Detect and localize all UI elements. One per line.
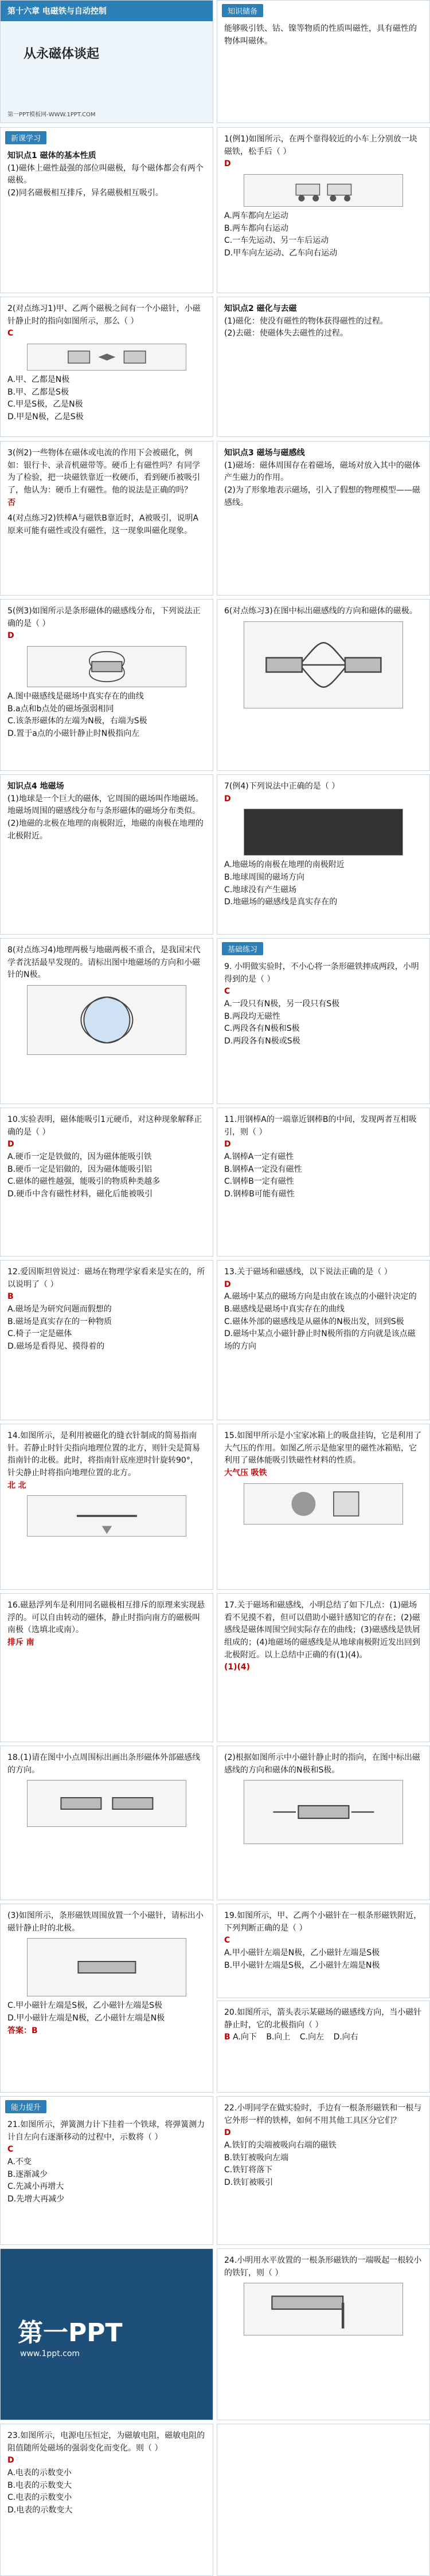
q19-option-a: A.甲小磁针左端是N极，乙小磁针左端是S极 — [224, 1948, 380, 1958]
q5-option-d: D.置于a点的小磁针静止时N极指向左 — [7, 729, 140, 739]
q4-stem: 4(对点练习2)铁棒A与磁铁B靠近时，A被吸引，说明A原来可能有磁性或没有磁性，这一现象叫磁化现象。 — [7, 514, 199, 536]
q9-option-d: D.两段各有N极或S极 — [224, 1037, 300, 1046]
q21-option-a: A.不变 — [7, 2157, 32, 2167]
q13-option-b: B.磁感线是磁场中真实存在的曲线 — [224, 1305, 345, 1314]
q18-stem: 18.(1)请在图中小点周围标出画出条形磁体外部磁感线的方向。 — [7, 1753, 201, 1775]
q21-option-c: C.先减小再增大 — [7, 2182, 64, 2192]
q2-figure — [27, 344, 187, 371]
cover-slide — [0, 0, 213, 123]
q20-option-c: C.向左 — [299, 2033, 325, 2042]
kp4-slide — [0, 774, 213, 935]
q16-slide — [0, 1593, 213, 1742]
kp1-p1: (1)磁体上磁性最强的部位叫磁极，每个磁体都会有两个磁极。 — [7, 163, 204, 186]
kp4-heading: 知识点4 地磁场 — [7, 782, 64, 791]
q18b-figure — [244, 1780, 404, 1844]
q22-option-b: B.铁钉被吸向左端 — [224, 2153, 289, 2163]
q13-answer: D — [224, 1279, 231, 1289]
kp3-slide — [217, 441, 430, 596]
kp3-heading: 知识点3 磁场与磁感线 — [224, 448, 305, 458]
kp2-slide — [217, 297, 430, 437]
q11-stem: 11.用钢棒A的一端靠近钢棒B的中间，发现两者互相吸引，则（ ） — [224, 1115, 417, 1137]
q10-option-b: B.硬币一定是铝做的，因为磁体能吸引铝 — [7, 1164, 153, 1174]
q1-figure — [244, 174, 404, 207]
q7-figure — [244, 809, 404, 856]
q2-option-d: D.甲是N极，乙是S极 — [7, 412, 84, 422]
q13-stem: 13.关于磁场和磁感线，以下说法正确的是（ ） — [224, 1267, 392, 1277]
kp1-heading: 知识点1 磁体的基本性质 — [7, 151, 96, 160]
q2-answer: C — [7, 329, 14, 338]
q16-blank1: 排斥 — [7, 1638, 24, 1648]
q8-slide — [0, 938, 213, 1104]
q2-option-b: B.甲、乙都是S极 — [7, 387, 69, 397]
q1-stem: 1(例1)如图所示，在两个靠得较近的小车上分别放一块磁铁，松手后（ ） — [224, 135, 417, 156]
q15-stem: 15.如图甲所示是小宝家冰箱上的吸盘挂钩，它是利用了大气压的作用。如图乙所示是他家里的磁性冰箱贴，它利用了磁体能吸引铁磁性材料的性质。 — [224, 1431, 422, 1466]
kp3-p1: (1)磁场：磁体周围存在着磁场，磁场对放入其中的磁体产生磁力的作用。 — [224, 460, 420, 483]
kp2-p2: (2)去磁：使磁体失去磁性的过程。 — [224, 329, 348, 338]
kp2-p1: (1)磁化：使没有磁性的物体获得磁性的过程。 — [224, 316, 388, 326]
q12-option-b: B.磁场是真实存在的一种物质 — [7, 1317, 112, 1326]
q20-answer: B — [224, 2033, 230, 2042]
q8-figure — [27, 985, 187, 1055]
q22-option-c: C.铁钉将落下 — [224, 2165, 273, 2175]
kp2-heading: 知识点2 磁化与去磁 — [224, 304, 297, 313]
q13-option-a: A.磁场中某点的磁场方向是由放在该点的小磁针决定的 — [224, 1292, 417, 1302]
q11-answer: D — [224, 1140, 231, 1149]
q17-stem: 17.关于磁场和磁感线，小明总结了如下几点：(1)磁场看不见摸不着，但可以借助小磁针感知它的存在；(2)磁感线是磁体周围空间实际存在的曲线；(3)磁感线是铁屑组成的；(4)地磁场的磁感线是从地球南极附近发出回到北极附近。以上总结中正确的有(1)(4)。 — [224, 1601, 420, 1660]
q13-slide — [217, 1260, 430, 1420]
q14-blank2: 北 — [18, 1480, 26, 1490]
q23-option-a: A.电表的示数变小 — [7, 2468, 72, 2478]
q18b-slide — [217, 1746, 430, 1900]
q2-option-a: A.甲、乙都是N极 — [7, 375, 70, 385]
q8-stem: 8(对点练习4)地理两极与地磁两极不重合，是我国宋代学者沈括最早发现的。请标出图中地磁场的方向和小磁针的N极。 — [7, 946, 201, 980]
q5-figure — [27, 646, 187, 687]
q21-stem: 21.如图所示，弹簧测力计下挂着一个铁球，将弹簧测力计自左向右逐渐移动的过程中，示数将（ ） — [7, 2120, 205, 2142]
q12-answer: B — [7, 1292, 14, 1302]
kp1-p2: (2)同名磁极相互排斥，异名磁极相互吸引。 — [7, 188, 163, 198]
q22-answer: D — [224, 2128, 231, 2138]
q7-answer: D — [224, 794, 231, 803]
q18c-slide — [0, 1904, 213, 2093]
q11-option-b: B.钢棒A一定没有磁性 — [224, 1164, 302, 1174]
q7-option-c: C.地球没有产生磁场 — [224, 885, 297, 895]
q5-option-a: A.图中磁感线是磁场中真实存在的曲线 — [7, 692, 144, 702]
knowledge-tag: 知识储备 — [222, 4, 263, 17]
q18c-figure — [27, 1938, 187, 1996]
q20left-option-d: D.甲小磁针左端是N极，乙小磁针左端是N极 — [7, 2014, 165, 2023]
q1-option-a: A.两车都向左运动 — [224, 211, 288, 221]
q11-slide — [217, 1108, 430, 1257]
q3-stem: 3(例2)一些物体在磁体或电流的作用下会被磁化，例如：银行卡、录音机磁带等。硬币上有磁性吗？有同学为了检验，把一块磁铁靠近一枚硬币，看到硬币被吸引了，他认为：硬币上有磁性。他的说法是正确的吗？ — [7, 448, 200, 495]
q24-slide — [217, 2248, 430, 2420]
q22-stem: 22.小明同学在做实验时，手边有一根条形磁铁和一根与它外形一样的铁棒，如何不用其他工具区分它们？ — [224, 2104, 422, 2125]
q5-answer: D — [7, 631, 14, 641]
q1-slide — [217, 127, 430, 293]
q20-stem: 20.如图所示，箭头表示某磁场的磁感线方向，当小磁针静止时，它的北极指向（ ） — [224, 2008, 422, 2030]
q23-stem: 23.如图所示，电源电压恒定，为磁敏电阻，磁敏电阻的阻值随所处磁场的强弱变化而变化。则（ ） — [7, 2431, 205, 2453]
q20-option-b: B.向上 — [266, 2033, 291, 2042]
q18c-stem: (3)如图所示，条形磁铁周围放置一个小磁针，请标出小磁针静止时的北极。 — [7, 1911, 204, 1933]
q1-answer: D — [224, 159, 231, 169]
q19-option-b: B.甲小磁针左端是S极，乙小磁针左端是N极 — [224, 1960, 380, 1970]
q23-option-c: C.电表的示数变小 — [7, 2493, 72, 2503]
q23-option-b: B.电表的示数变大 — [7, 2480, 72, 2490]
q18-figure — [27, 1780, 187, 1827]
q14-stem: 14.如图所示，是利用被磁化的缝衣针制成的简易指南针。若静止时针尖指向地理位置的北方，则针尖是简易指南针的北极。此时，将指南针底座逆时针旋转90°，针尖静止时将指向地理位置的北方。 — [7, 1431, 200, 1478]
q3-answer: 否 — [7, 498, 15, 507]
q23-slide — [0, 2424, 213, 2576]
q6-figure — [244, 621, 404, 708]
q6-slide — [217, 599, 430, 771]
basic-slide — [217, 938, 430, 1104]
q9-option-c: C.两段各有N极和S极 — [224, 1024, 300, 1034]
q14-slide — [0, 1424, 213, 1590]
new-study-tag: 新课学习 — [5, 131, 46, 144]
kp4-p2: (2)地磁的北极在地理的南极附近，地磁的南极在地理的北极附近。 — [7, 819, 204, 841]
kp3-p2: (2)为了形象地表示磁场，引入了假想的物理模型——磁感线。 — [224, 486, 420, 507]
blank-slide — [217, 2424, 430, 2576]
improve-tag: 能力提升 — [5, 2100, 46, 2113]
q14-blank1: 北 — [7, 1480, 15, 1490]
knowledge-slide — [217, 0, 430, 123]
improve-slide — [0, 2096, 213, 2245]
q1-option-d: D.甲车向左运动、乙车向右运动 — [224, 249, 338, 258]
q21-option-b: B.逐渐减少 — [7, 2169, 48, 2179]
brand-banner — [1, 2249, 213, 2420]
q15-figure — [244, 1483, 404, 1525]
q2-stem: 2(对点练习1)甲、乙两个磁极之间有一个小磁针，小磁针静止时的指向如图所示，那么（ ） — [7, 304, 201, 326]
q16-blank2: 南 — [26, 1638, 34, 1648]
q12-slide — [0, 1260, 213, 1420]
q6-stem: 6(对点练习3)在图中标出磁感线的方向和磁体的磁极。 — [224, 606, 417, 616]
q20left-option-c: C.甲小磁针左端是S极，乙小磁针左端是S极 — [7, 2001, 162, 2011]
q5-slide — [0, 599, 213, 771]
q11-option-d: D.钢棒B可能有磁性 — [224, 1189, 295, 1199]
q15-blank2: 吸铁 — [251, 1468, 267, 1478]
q3-slide — [0, 441, 213, 596]
knowledge-text: 能够吸引铁、钴、镍等物质的性质叫磁性，具有磁性的物体叫磁体。 — [224, 24, 417, 46]
q22-slide — [217, 2096, 430, 2245]
q12-option-a: A.磁场是为研究问题而假想的 — [7, 1305, 112, 1314]
q7-option-a: A.地磁场的南极在地理的南极附近 — [224, 860, 345, 870]
q20left-answer: 答案：B — [7, 2026, 38, 2035]
q16-stem: 16.磁悬浮列车是利用同名磁极相互排斥的原理来实现悬浮的。可以自由转动的磁体，静止时指向南方的磁极叫南极（选填北或南）。 — [7, 1601, 205, 1635]
q12-option-c: C.椅子一定是磁体 — [7, 1329, 72, 1339]
q21-answer: C — [7, 2145, 14, 2154]
q1-option-b: B.两车都向右运动 — [224, 223, 289, 233]
q18-slide — [0, 1746, 213, 1900]
q19-answer: C — [224, 1936, 230, 1945]
q20-slide — [217, 2000, 430, 2093]
q12-stem: 12.爱因斯坦曾说过：磁场在物理学家看来是实在的，所以说明了（ ） — [7, 1267, 205, 1289]
q24-figure — [244, 2283, 404, 2335]
q2-slide — [0, 297, 213, 437]
q9-option-a: A.一段只有N极，另一段只有S极 — [224, 999, 340, 1009]
q19-slide — [217, 1904, 430, 1998]
cover-brand: 第一PPT模板网-WWW.1PPT.COM — [7, 112, 96, 118]
q17-answer: (1)(4) — [224, 1663, 251, 1672]
q5-stem: 5(例3)如图所示是条形磁体的磁感线分布，下列说法正确的是（ ） — [7, 606, 201, 628]
q7-stem: 7(例4)下列说法中正确的是（ ） — [224, 782, 340, 791]
q22-option-d: D.铁钉被吸引 — [224, 2178, 273, 2188]
q19-stem: 19.如图所示，甲、乙两个小磁针在一根条形磁铁附近，下列判断正确的是（ ） — [224, 1911, 422, 1933]
q10-option-a: A.硬币一定是铁做的，因为磁体能吸引铁 — [7, 1152, 152, 1162]
q10-stem: 10.实验表明，磁体能吸引1元硬币，对这种现象解释正确的是（ ） — [7, 1115, 202, 1137]
banner-slide — [0, 2248, 213, 2420]
q1-option-c: C.一车先运动、另一车后运动 — [224, 236, 329, 246]
q11-option-a: A.钢棒A一定有磁性 — [224, 1152, 294, 1162]
q9-option-b: B.两段均无磁性 — [224, 1011, 281, 1021]
q10-option-c: C.磁体的磁性越强，能吸引的物质种类越多 — [7, 1177, 161, 1187]
q2-option-c: C.甲是S极，乙是N极 — [7, 400, 83, 409]
q12-option-d: D.磁场是看得见、摸得着的 — [7, 1342, 105, 1352]
q18b-stem: (2)根据如图所示中小磁针静止时的指向，在图中标出磁感线的方向和磁体的N极和S极。 — [224, 1753, 420, 1775]
q9-answer: C — [224, 987, 230, 996]
q7-option-d: D.地磁场的磁感线是真实存在的 — [224, 897, 338, 907]
q22-option-a: A.铁钉的尖端被吸向右端的磁铁 — [224, 2141, 337, 2150]
q9-stem: 9. 小明做实验时，不小心将一条形磁铁摔成两段，小明得到的是（ ） — [224, 962, 419, 984]
q10-slide — [0, 1108, 213, 1257]
brand-logo: 第一PPT — [18, 2318, 123, 2347]
chapter-bar: 第十六章 电磁铁与自动控制 — [1, 1, 213, 21]
q21-option-d: D.先增大再减少 — [7, 2195, 65, 2204]
q5-option-b: B.a点和b点处的磁场强弱相同 — [7, 704, 114, 714]
q10-answer: D — [7, 1140, 14, 1149]
q13-option-c: C.磁体外部的磁感线是从磁体的N极出发，回到S极 — [224, 1317, 404, 1326]
basic-tag: 基础练习 — [222, 942, 263, 955]
cover-title: 从永磁体谈起 — [24, 47, 100, 61]
q20-option-a: A.向下 — [233, 2033, 257, 2042]
q7-slide — [217, 774, 430, 935]
q7-option-b: B.地球周围的磁场方向 — [224, 873, 305, 883]
q17-slide — [217, 1593, 430, 1742]
q15-slide — [217, 1424, 430, 1590]
brand-url: www.1ppt.com — [20, 2349, 80, 2358]
q23-answer: D — [7, 2456, 14, 2465]
q14-figure — [27, 1495, 187, 1537]
q24-stem: 24.小明用水平放置的一根条形磁铁的一端吸起一根较小的铁钉，则（ ） — [224, 2256, 422, 2278]
kp4-p1: (1)地球是一个巨大的磁体，它周围的磁场叫作地磁场。地磁场周围的磁感线分布与条形磁体的磁场分布类似。 — [7, 794, 204, 816]
q15-blank1: 大气压 — [224, 1468, 248, 1478]
q23-option-d: D.电表的示数变大 — [7, 2506, 73, 2515]
q10-option-d: D.硬币中含有磁性材料，磁化后能被吸引 — [7, 1189, 153, 1199]
q13-option-d: D.磁场中某点小磁针静止时N极所指的方向就是该点磁场的方向 — [224, 1329, 416, 1352]
q11-option-c: C.钢棒B一定有磁性 — [224, 1177, 294, 1187]
q5-option-c: C.该条形磁体的左端为N极，右端为S极 — [7, 716, 147, 726]
q20-option-d: D.向右 — [333, 2033, 358, 2042]
new-study-slide — [0, 127, 213, 293]
